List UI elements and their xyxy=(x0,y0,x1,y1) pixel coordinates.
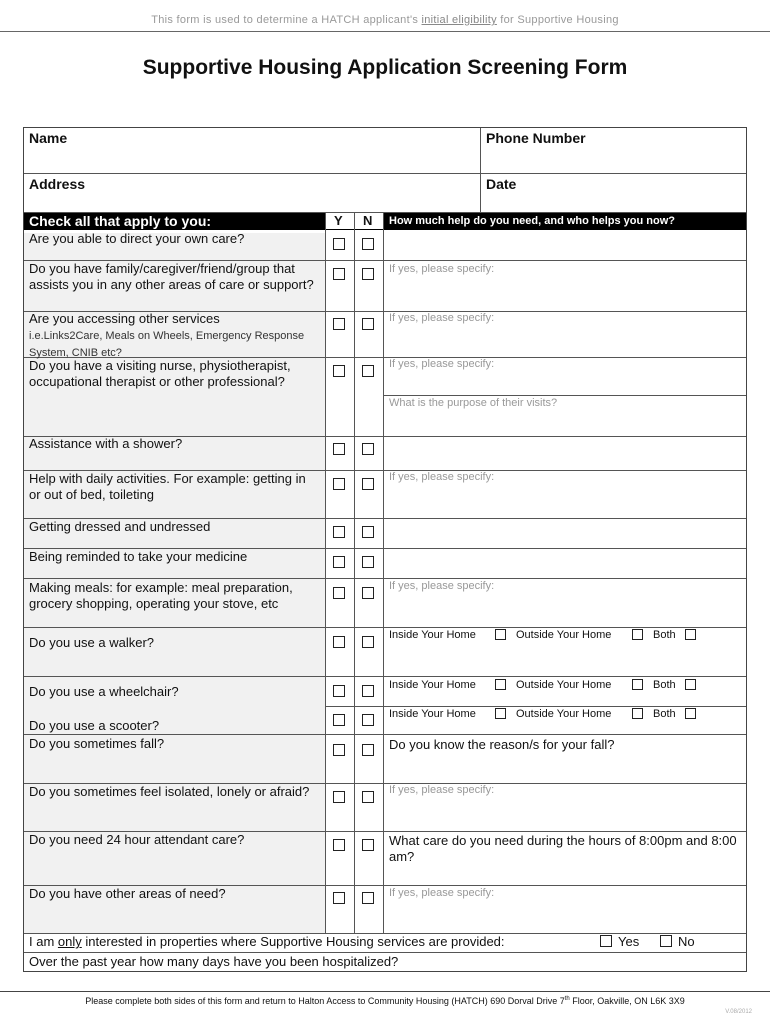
footer-sup: th xyxy=(564,996,570,1002)
no-header: N xyxy=(363,213,373,228)
q2-yes-checkbox[interactable] xyxy=(333,268,345,280)
q6-yes-checkbox[interactable] xyxy=(333,478,345,490)
interest-no-checkbox[interactable] xyxy=(660,935,672,947)
note-underlined: initial eligibility xyxy=(421,14,497,26)
q10-no-checkbox[interactable] xyxy=(362,636,374,648)
q14-specify-field[interactable]: If yes, please specify: xyxy=(389,784,495,796)
footer-instructions xyxy=(0,996,770,1006)
scooter-inside-checkbox[interactable] xyxy=(495,708,506,719)
q11-yes-checkbox[interactable] xyxy=(333,685,345,697)
q9-yes-checkbox[interactable] xyxy=(333,587,345,599)
q6-no-checkbox[interactable] xyxy=(362,478,374,490)
note-post: for Supportive Housing xyxy=(500,14,619,26)
hospitalization-question: Over the past year how many days have you been hospitalized? xyxy=(29,954,399,969)
q13-yes-checkbox[interactable] xyxy=(333,744,345,756)
q3-yes-checkbox[interactable] xyxy=(333,318,345,330)
q5-yes-checkbox[interactable] xyxy=(333,443,345,455)
q16-yes-checkbox[interactable] xyxy=(333,892,345,904)
check-header: Check all that apply to you: xyxy=(29,213,212,229)
q15-yes-checkbox[interactable] xyxy=(333,839,345,851)
help-header: How much help do you need, and who helps you now? xyxy=(389,215,676,227)
care-hours-prompt: What care do you need during the hours of 8:00pm and 8:00 am? xyxy=(389,833,737,864)
q-falls: Do you sometimes fall? xyxy=(29,736,165,751)
footer-rule xyxy=(0,991,770,992)
interest-only: only xyxy=(57,934,82,949)
interest-yes-label: Yes xyxy=(618,934,640,949)
walker-both-label: Both xyxy=(653,629,676,641)
name-label: Name xyxy=(29,130,68,146)
q14-yes-checkbox[interactable] xyxy=(333,791,345,803)
q7-no-checkbox[interactable] xyxy=(362,526,374,538)
wheelchair-inside-checkbox[interactable] xyxy=(495,679,506,690)
yes-header: Y xyxy=(334,213,343,228)
q-isolated: Do you sometimes feel isolated, lonely or afraid? xyxy=(29,784,310,799)
q4-purpose-field[interactable]: What is the purpose of their visits? xyxy=(389,397,558,409)
q-other-services xyxy=(29,311,319,361)
interest-pre: I am xyxy=(29,934,55,949)
wheelchair-both-label: Both xyxy=(653,679,676,691)
q3-specify-field[interactable]: If yes, please specify: xyxy=(389,312,495,324)
footer-text: Please complete both sides of this form and return to Halton Access to Community Housing (HATCH) 690 Dorval Drive 7 xyxy=(85,996,565,1006)
q-daily-activities: Help with daily activities. For example: getting in or out of bed, toileting xyxy=(29,471,306,502)
q10-yes-checkbox[interactable] xyxy=(333,636,345,648)
walker-location-options xyxy=(389,629,719,643)
interest-no-label: No xyxy=(678,934,695,949)
note-pre: This form is used to determine a HATCH applicant's xyxy=(151,14,419,26)
q16-specify-field[interactable]: If yes, please specify: xyxy=(389,887,495,899)
scooter-outside-label: Outside Your Home xyxy=(516,708,612,720)
page-title: Supportive Housing Application Screening Form xyxy=(142,56,628,79)
q-visiting-nurse: Do you have a visiting nurse, physiotherapist, occupational therapist or other professional? xyxy=(29,358,291,389)
q12-yes-checkbox[interactable] xyxy=(333,714,345,726)
wheelchair-location-options xyxy=(389,679,719,693)
wheelchair-both-checkbox[interactable] xyxy=(685,679,696,690)
q-24hr-care: Do you need 24 hour attendant care? xyxy=(29,832,245,847)
q1-no-checkbox[interactable] xyxy=(362,238,374,250)
q-direct-care: Are you able to direct your own care? xyxy=(29,231,245,246)
q-walker: Do you use a walker? xyxy=(29,635,155,650)
q-dressing: Getting dressed and undressed xyxy=(29,519,211,534)
q-other-needs: Do you have other areas of need? xyxy=(29,886,226,901)
walker-both-checkbox[interactable] xyxy=(685,629,696,640)
scooter-outside-checkbox[interactable] xyxy=(632,708,643,719)
q-making-meals: Making meals: for example: meal preparation, grocery shopping, operating your stove, etc xyxy=(29,580,293,611)
address-label: Address xyxy=(29,176,86,192)
q-other-services-examples: i.e.Links2Care, Meals on Wheels, Emergency Response System, CNIB etc? xyxy=(29,330,305,359)
form-purpose-note xyxy=(0,14,770,26)
walker-outside-checkbox[interactable] xyxy=(632,629,643,640)
footer-tail: Floor, Oakville, ON L6K 3X9 xyxy=(569,996,685,1006)
q4-no-checkbox[interactable] xyxy=(362,365,374,377)
q13-no-checkbox[interactable] xyxy=(362,744,374,756)
interest-post: interested in properties where Supportive Housing services are provided: xyxy=(85,934,505,949)
q8-no-checkbox[interactable] xyxy=(362,556,374,568)
q-medicine-reminder: Being reminded to take your medicine xyxy=(29,549,248,564)
phone-label: Phone Number xyxy=(486,130,586,146)
walker-outside-label: Outside Your Home xyxy=(516,629,612,641)
q5-no-checkbox[interactable] xyxy=(362,443,374,455)
q6-specify-field[interactable]: If yes, please specify: xyxy=(389,471,495,483)
q4-specify-field[interactable]: If yes, please specify: xyxy=(389,358,495,370)
q-family-assist: Do you have family/caregiver/friend/group that assists you in any other areas of care or support? xyxy=(29,261,314,292)
q3-no-checkbox[interactable] xyxy=(362,318,374,330)
wheelchair-outside-checkbox[interactable] xyxy=(632,679,643,690)
q-wheelchair: Do you use a wheelchair? xyxy=(29,684,179,699)
q7-yes-checkbox[interactable] xyxy=(333,526,345,538)
q9-no-checkbox[interactable] xyxy=(362,587,374,599)
q14-no-checkbox[interactable] xyxy=(362,791,374,803)
wheelchair-outside-label: Outside Your Home xyxy=(516,679,612,691)
q12-no-checkbox[interactable] xyxy=(362,714,374,726)
scooter-location-options xyxy=(389,708,719,722)
date-label: Date xyxy=(486,176,517,192)
scooter-both-checkbox[interactable] xyxy=(685,708,696,719)
q-shower: Assistance with a shower? xyxy=(29,436,183,451)
version-code: V.08/2012 xyxy=(725,1009,752,1015)
header-rule xyxy=(0,31,770,32)
wheelchair-inside-label: Inside Your Home xyxy=(389,679,476,691)
interest-yes-checkbox[interactable] xyxy=(600,935,612,947)
q9-specify-field[interactable]: If yes, please specify: xyxy=(389,580,495,592)
scooter-inside-label: Inside Your Home xyxy=(389,708,476,720)
q8-yes-checkbox[interactable] xyxy=(333,556,345,568)
interest-statement xyxy=(29,934,505,950)
fall-reason-prompt: Do you know the reason/s for your fall? xyxy=(389,737,615,752)
q16-no-checkbox[interactable] xyxy=(362,892,374,904)
q15-no-checkbox[interactable] xyxy=(362,839,374,851)
q11-no-checkbox[interactable] xyxy=(362,685,374,697)
q4-yes-checkbox[interactable] xyxy=(333,365,345,377)
walker-inside-checkbox[interactable] xyxy=(495,629,506,640)
q2-no-checkbox[interactable] xyxy=(362,268,374,280)
q2-specify-field[interactable]: If yes, please specify: xyxy=(389,263,495,275)
q1-yes-checkbox[interactable] xyxy=(333,238,345,250)
walker-inside-label: Inside Your Home xyxy=(389,629,476,641)
scooter-both-label: Both xyxy=(653,708,676,720)
q-other-services-text: Are you accessing other services xyxy=(29,311,220,326)
q-scooter: Do you use a scooter? xyxy=(29,718,160,733)
